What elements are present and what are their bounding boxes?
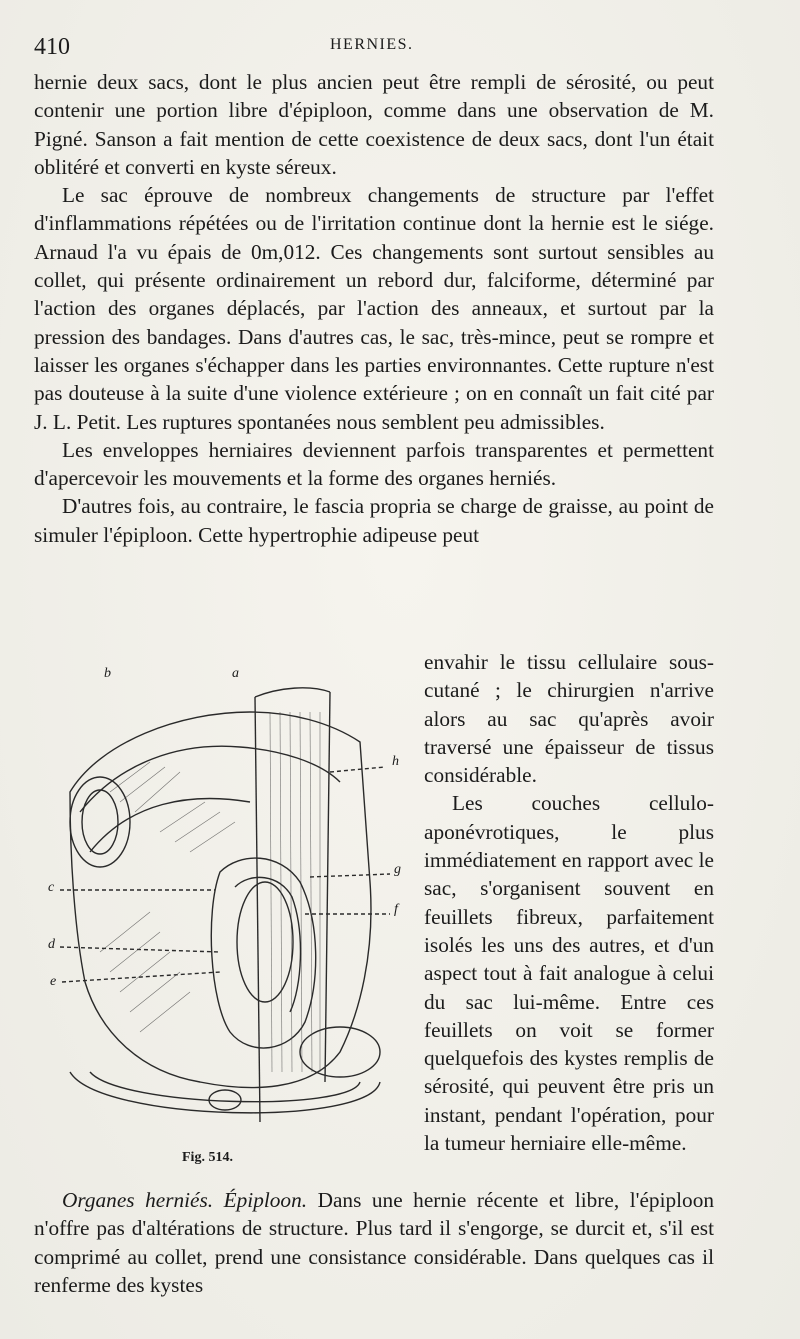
paragraph-3: Les enveloppes herniaires deviennent parfois transparentes et permettent d'apercevoir les mouvements et la forme des organes herniés. <box>34 437 714 491</box>
page-number: 410 <box>34 34 70 60</box>
figure-caption: Fig. 514. <box>182 1150 233 1165</box>
figure-label-e: e <box>50 974 57 989</box>
figure-label-c: c <box>48 880 55 895</box>
body-text-wrap-column <box>424 648 714 1157</box>
paragraph-4: D'autres fois, au contraire, le fascia propria se charge de graisse, au point de simuler l'épiploon. Cette hypertrophie adipeuse peut <box>34 494 714 547</box>
paragraph-7 <box>34 1186 714 1299</box>
paragraph-7-text: Dans une hernie récente et libre, l'épiploon n'offre pas d'altérations de structure. Plus tard il s'engorge, se durcit et, s'il est comprimé au collet, prend une consistance considérable. Dans quelques cas il renferme des kystes <box>34 1188 714 1297</box>
figure-label-a: a <box>232 666 239 681</box>
page-header <box>34 30 714 66</box>
paragraph-2: Le sac éprouve de nombreux changements de structure par l'effet d'inflammations répétées ou de l'irritation continue dont la hernie est le siége. Arnaud l'a vu épais de 0m,012. Ces changements sont surtout sensibles au collet, qui présente ordinairement un rebord dur, falciforme, déterminé par l'action des organes déplacés, par l'action des anneaux, et surtout par la pression des bandages. Dans d'autres cas, le sac, très-mince, peut se rompre et laisser les organes s'échapper dans les parties environnantes. Cette rupture n'est pas douteuse à la suite d'une violence extérieure ; on en connaît un fait cité par J. L. Petit. Les ruptures spontanées nous semblent peu admissibles. <box>34 183 714 434</box>
paragraph-1: hernie deux sacs, dont le plus ancien peut être rempli de sérosité, ou peut contenir une portion libre d'épiploon, comme dans une observation de M. Pigné. Sanson a fait mention de cette coexistence de deux sacs, dont l'un était oblitéré et converti en kyste séreux. <box>34 70 714 179</box>
body-text-bottom <box>34 1186 714 1299</box>
figure-label-h: h <box>392 754 399 769</box>
figure-label-g: g <box>394 862 401 877</box>
section-heading-italic: Organes herniés. Épiploon. <box>62 1188 308 1212</box>
paragraph-5: envahir le tissu cellulaire sous-cutané ; le chirurgien n'arrive alors au sac qu'après avoir traversé une épaisseur de tissus considérable. <box>424 650 714 788</box>
anatomical-illustration <box>40 652 420 1132</box>
figure-label-b: b <box>104 666 111 681</box>
body-text-top <box>34 68 714 549</box>
figure-label-d: d <box>48 937 55 952</box>
paragraph-6: Les couches cellulo-aponévrotiques, le plus immédiatement en rapport avec le sac, s'organisent souvent en feuillets fibreux, parfaitement isolés les uns des autres, et d'un aspect tout à fait analogue à celui du sac lui-même. Entre ces feuillets on voit se former quelquefois des kystes remplis de sérosité, qui peuvent être pris un instant, pendant l'opération, pour la tumeur herniaire elle-même. <box>424 791 714 1156</box>
running-head: HERNIES. <box>330 36 414 53</box>
figure-514 <box>40 652 420 1132</box>
figure-label-f: f <box>394 902 398 917</box>
